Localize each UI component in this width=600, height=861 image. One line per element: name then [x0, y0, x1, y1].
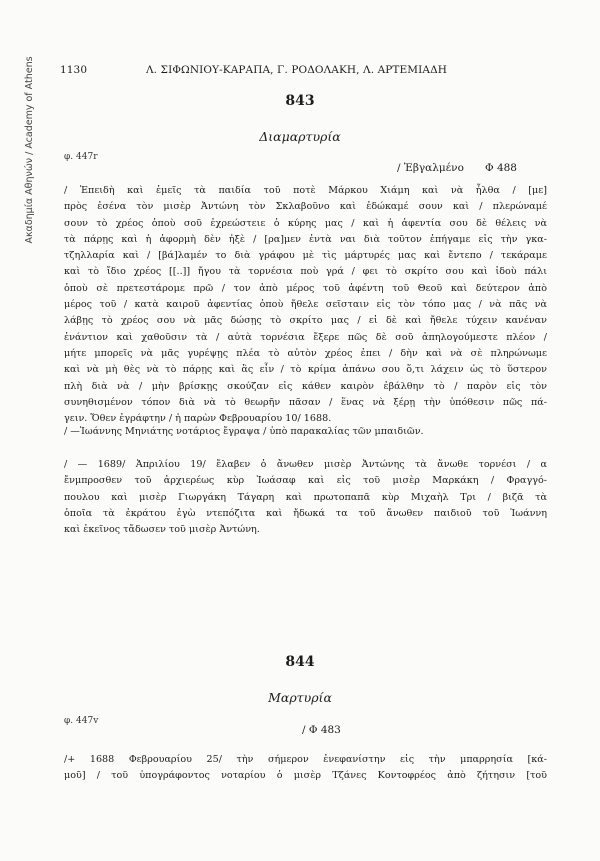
text-line: ὁποὺ σὲ πρετεστάρομε πρῶ / τον ἀπὸ μέρος τοῦ ἀφέντη τοῦ Θεοῦ καὶ δεύτερον ἀπὸ: [64, 282, 547, 294]
text-line: ἔνμπροσθεν τοῦ ἀρχιερέως κὺρ Ἰωάσαφ καὶ εἰς τοῦ μισὲρ Μαρκάκη / Φραγγό-: [64, 475, 547, 487]
text-line: /+ 1688 Φεβρουαρίου 25/ τὴν σήμερον ἐνεφανίστην εἰς τὴν μπαρρησία [κά-: [64, 754, 547, 765]
text-line: γειν. Ὅθεν ἐγράφτην / ἡ παρὼν Φεβρουαρίου 10/ 1688.: [64, 413, 332, 425]
text-line: καὶ τὸ ἴδιο χρέος [[..]] ἤγου τὰ τορνέσια ποὺ γρά / φει τὸ σκρίτο σου καὶ ἰδοὺ πάλι: [64, 266, 547, 278]
folio-reference: φ. 447v: [64, 716, 99, 726]
academy-label: Ακαδημία Αθηνών / Academy of Athens: [24, 56, 35, 244]
archive-reference: / Φ 483: [302, 724, 341, 736]
document-body: [64, 752, 547, 785]
header-authors: Λ. ΣΙΦΩΝΙΟΥ-ΚΑΡΑΠΑ, Γ. ΡΟΔΟΛΑΚΗ, Λ. ΑΡΤΕΜΙΑΔΗ: [146, 64, 448, 76]
text-line: πρὸς ἐσένα τὸν μισὲρ Ἀντώνη τὸν Σκλαβοῦνο καὶ ἐδώκαμέ σουν καὶ / πλερώναμέ: [64, 201, 547, 213]
document-number: 843: [285, 93, 315, 109]
text-line: μέρος τοῦ / κατὰ καιροῦ ἀφεντίας ὁποὺ ἤθελε σεῖσταιν εἰς τὸν τόπο μας / νὰ πᾶς νὰ: [64, 299, 547, 311]
text-line: καὶ ἐκεῖνος τἄδωσεν τοῦ μισὲρ Ἀντώνη.: [64, 524, 260, 536]
archive-reference: Φ 488: [485, 162, 517, 174]
text-line: συνηθισμένον τόπον διὰ νὰ τὸ θεωρῆν πᾶσαν / ἕνας νὰ ξέρῃ τὴν ὑπόθεσιν πῶς πά-: [64, 396, 547, 408]
text-line: τζηλλαρία καὶ / [βά]λαμέν το διὰ γράφου μὲ τὶς μάρτυρές μας καὶ ἔντεπο / τεκάραμε: [64, 250, 547, 262]
text-line: τὰ πάρῃς καὶ ἡ ἀφορμὴ δὲν ἠξὲ / [ρα]μεν ἐντὰ ναι διὰ τοῦτον ἐπήγαμε εἰς τὴν γκα-: [64, 233, 547, 245]
text-line: / Ἐπειδὴ καὶ ἐμεῖς τὰ παιδία τοῦ ποτὲ Μάρκου Χιάμη καὶ νὰ ἦλθα / [με]: [64, 185, 547, 196]
text-line: καὶ νὰ μὴ θὲς νὰ τὸ πάρῃς καὶ ἂς εἶν / τὸ κρίμα ἀπάνω σου ὅ,τι λάχειν ὡς τὸ ὕστερον: [64, 364, 547, 376]
text-line: λάβῃς τὸ χρέος σου νὰ μᾶς δώσῃς τὸ σκρίτο μας / εἰ δὲ καὶ ἤθελε τύχειν κανέναν: [64, 315, 547, 327]
text-line: πουλου καὶ μισὲρ Γιωργάκη Τάγαρη καὶ πρωτοπαπᾶ κὺρ Μιχαὴλ Τρι / βιζᾶ τὰ: [64, 491, 547, 503]
text-line: σουν τὸ χρέος ὁποὺ σοῦ ἐχρεώστειε ὁ κύρης μας / καὶ ἡ ἀφεντία σου δὲ θέλεις νὰ: [64, 217, 547, 229]
addendum-note: [64, 457, 547, 538]
document-title: Μαρτυρία: [268, 690, 332, 705]
source-reference: / Ἐβγαλμένο: [397, 162, 464, 174]
document-title: Διαμαρτυρία: [259, 129, 341, 144]
page-number: 1130: [60, 64, 88, 76]
text-line: μήτε μπορεῖς νὰ μᾶς γυρέψῃς πλέα τὸ αὐτὸν χρέος ἐπει / δὴν καὶ νὰ σὲ πληρώνωμε: [64, 347, 547, 359]
text-line: ὁποῖα τὰ ἐκράτου ἐγὼ ντεπόζιτα καὶ ἤδωκά τα τοῦ ἄνωθεν παιδιοῦ τοῦ Ἰωάννη: [64, 507, 547, 519]
text-line: μοῦ] / τοῦ ὑπογράφοντος νοταρίου ὁ μισὲρ Τζάνες Κοντοφρέος ἀπὸ ζήτησιν [τοῦ: [64, 770, 547, 782]
text-line: ἐνάντιον καὶ χαθοῦσιν τὰ / αὐτὰ τορνέσια ἔξερε πῶς δὲ σοῦ ἀπηλογούμεστε πλέον /: [64, 331, 547, 343]
text-line: / — 1689/ Ἀπριλίου 19/ ἔλαβεν ὁ ἄνωθεν μισὲρ Ἀντώνης τὰ ἄνωθε τορνέσι / α: [64, 459, 547, 470]
document-body: [64, 183, 547, 427]
text-line: πλὴ διὰ νὰ / μὴν βρίσκῃς σκούζαν εἰς κάθεν καιρὸν ἐβάλθην τὸ / παρὸν εἰς τὸν: [64, 380, 547, 392]
folio-reference: φ. 447r: [64, 152, 98, 162]
document-number: 844: [285, 654, 315, 670]
notary-signature: / —Ἰωάννης Μηνιάτης νοτάριος ἔγραψα / ὑπὸ παρακαλίας τῶν μπαιδιῶν.: [64, 426, 424, 437]
academy-sidebar: [24, 40, 38, 260]
